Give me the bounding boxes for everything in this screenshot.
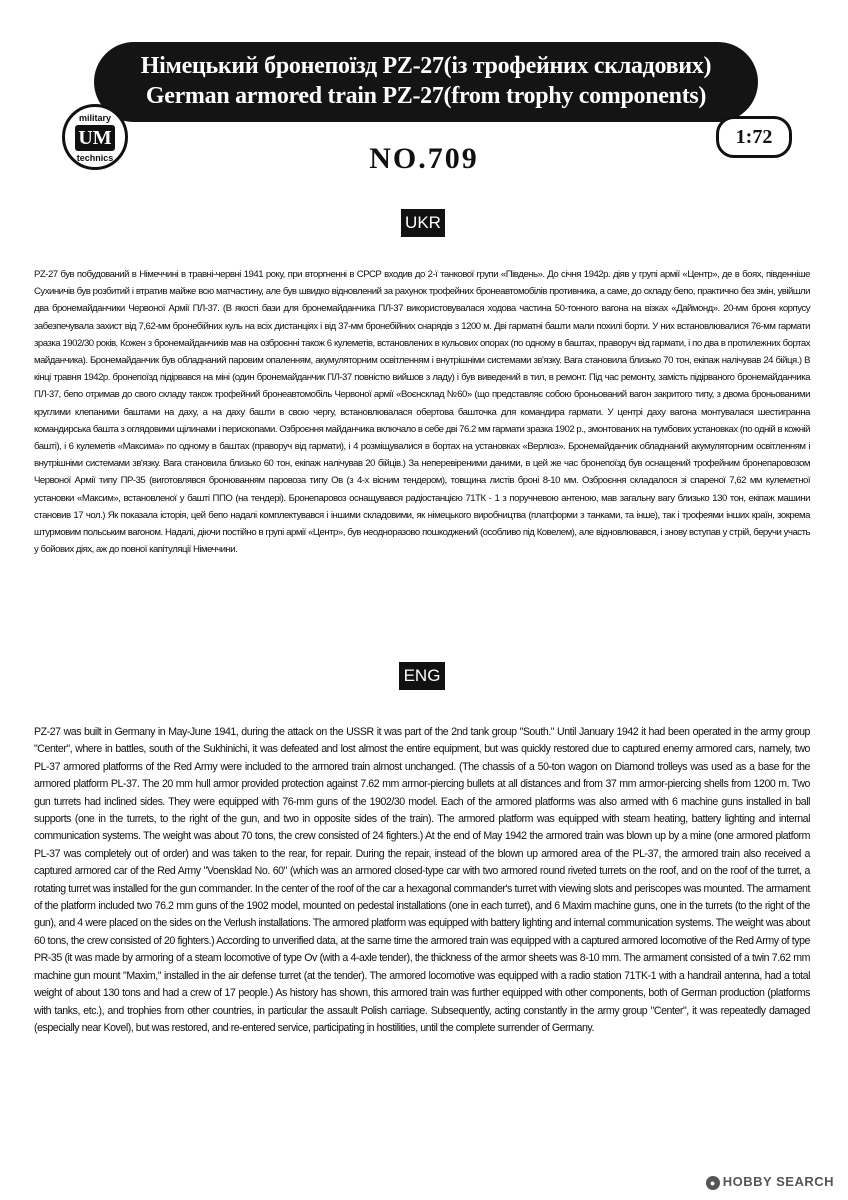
watermark: [706, 1174, 834, 1190]
eng-section-label: ENG: [399, 662, 445, 690]
title-english: German armored train PZ-27(from trophy components): [145, 83, 707, 109]
watermark-text: HOBBY SEARCH: [722, 1174, 834, 1190]
logo-top-text: military: [78, 113, 111, 123]
title-ukrainian: Німецький бронепоїзд PZ-27(із трофейних складових): [140, 53, 712, 79]
hobby-search-icon: ●: [706, 1176, 720, 1190]
scale-badge: 1:72: [716, 116, 792, 158]
english-body-text: PZ-27 was built in Germany in May-June 1941, during the attack on the USSR it was part of the 2nd tank group "South." Until January 1942 it had been operated in the army group "Center", where in battles, south of the Sukhinichi, it was defeated and lost almost the entire equipment, but was quickly restored due to captured enemy armored cars, namely, two PL-37 armored platforms of the Red Army were included to the armored train almost unchanged. (The chassis of a 50-ton wagon on Diamond trolleys was used as a base for the armored platform PL-37. The 20 mm hull armor provided protection against 7.62 mm armor-piercing bullets at all distances and from 37 mm armor-piercing shells from 1200 m. Two gun turrets had inclined sides. They were equipped with 76-mm guns of the 1902/30 model. Each of the armored platforms was also armed with 6 machine guns installed in ball supports (one in the turrets, to the right of the gun, and two in opposite sides of the train). The armored platform was equipped with steam heating, battery lighting and internal communication systems. The weight was about 70 tons, the crew consisted of 24 fighters.) At the end of May 1942 the armored train was blown up by a mine (one armored platform PL-37 was completely out of order) and was taken to the rear, for repair. During the repair, instead of the blown up armored area of the PL-37, the armored train also received a captured armored car of the Red Army "Voensklad No. 60" (which was an armored closed-type car with two armored round riveted turrets on the roof, and on the roof of the turret, a rotating turret was installed for the gun commander. In the center of the roof of the car a hexagonal commander's turret with viewing slots and periscopes was mounted. The armament of the platform included two 76.2 mm guns of the 1902 model, mounted on pedestal installations (one in each turret), and 6 Maxim machine guns, one in the turrets (to the right of the gun), and 4 were placed on the sides on the Verlush installations. The armored platform was equipped with battery lighting and internal communication systems. The weight was about 60 tons, the crew consisted of 20 fighters.) According to unverified data, at the same time the armored train was equipped with a captured armored locomotive of the Red Army of type PR-35 (it was made by armoring of a steam locomotive of type Ov (with a 4-axle tender), the thickness of the armor sheets was 8-10 mm. The armament consisted of a twin 7.62 mm machine gun mount "Maxim," installed in the air defense turret (at the tender). The armored locomotive was equipped with a radio station 71TK-1 with a handrail antenna, had a total weight of about 130 tons and had a crew of 17 people.) As history has shown, this armored train was further equipped with other components, both of German production (platforms with tanks, etc.), and trophies from other countries, in particular the assault Polish carriage. Subsequently, acting constantly in the army group "Center", it was repeatedly damaged (especially near Kovel), but was restored, and re-entered service, participating in hostilities, until the complete surrender of Germany.: [34, 726, 810, 1034]
kit-number: NO.709: [369, 142, 479, 175]
ukr-section-label: UKR: [401, 209, 445, 237]
logo-mark: UM: [75, 125, 115, 151]
title-banner: [94, 42, 758, 122]
ukrainian-body-text: PZ-27 був побудований в Німеччині в травні-червні 1941 року, при вторгненні в СРСР входив до 2-ї танкової групи «Південь». До січня 1942р. діяв у групі армії «Центр», де в боях, південніше Сухиничів був розбитий і втратив майже всю матчастину, але був швидко відновлений за рахунок трофейних бронеавтомобілів противника, а саме, до складу бепо, практично без змін, увійшли два бронемайданчики Червоної Армії ПЛ-37. (В якості бази для бронемайданчика ПЛ-37 використовувалася ходова частина 50-тонного вагона на візках «Даймонд». 20-мм броня корпусу забезпечувала захист від 7,62-мм бронебійних куль на всіх дистанціях і від 37-мм бронебійних снарядів з 1200 м. Дві гарматні башти мали похилі борти. У них встановлювалися 76-мм гармати зразка 1902/30 років. Кожен з бронемайданчиків мав на озброєнні також 6 кулеметів, встановлених в кульових опорах (по одному в баштах, праворуч від гармати, і по два в протилежних бортах майданчика). Бронемайданчик був обладнаний паровим опаленням, акумуляторним освітленням і внутрішніми системами зв'язку. Вага становила близько 70 тон, екіпаж налічував 24 бійця.) В кінці травня 1942р. бронепоїзд підірвався на міні (один бронемайданчик ПЛ-37 повністю вийшов з ладу) і був виведений в тил, в ремонт. Під час ремонту, замість підірваного бронемайданчика ПЛ-37, бепо отримав до свого складу також трофейний бронеавтомобіль Червоної армії «Воєнсклад №60» (що представляє собою броньований вагон закритого типу, з двома броньованими круглими клепаними баштами на даху, а на даху башти в свою чергу, встановлювалася обертова башточка для командира гармати. У центрі даху вагона монтувалася шестигранна командирська башта з оглядовими щілинами і перископами. Озброєння майданчика включало в себе дві 76.2 мм гармати зразка 1902 р., змонтованих на тумбових установках (по одній в кожній башті), і 6 кулеметів «Максима» по одному в баштах (праворуч від гармати), і 4 розміщувалися в бортах на установках «Верлюз». Бронемайданчик обладнаний акумуляторним освітленням і внутрішніми системами зв'язку. Вага становила близько 60 тон, екіпаж налічував 20 бійців.) За неперевіреними даними, в цей же час бронепоїзд був оснащений трофейним бронепаровозом Червоної Армії типу ПР-35 (виготовлявся бронюванням паровоза типу Ов (з 4-х вісним тендером), товщина листів броні 8-10 мм. Озброєння складалося зі спареної 7,62 мм кулеметної установки «Максим», встановленої у башті ППО (на тендері). Бронепаровоз оснащувався радіостанцією 71ТК - 1 з поручневою антеною, мав загальну вагу близько 130 тон, екіпаж машини становив 17 чол.) Як показала історія, цей бепо надалі комплектувався і іншими складовими, як німецького виробництва (платформи з танками, та інше), так і трофеями інших країн, зокрема штурмовим польським вагоном. Надалі, діючи постійно в групі армії «Центр», був неодноразово пошкоджений (особливо під Ковелем), але відновлювався, і знову вступав у стрій, беручи участь у бойових діях, аж до повної капітуляції Німеччини.: [34, 269, 810, 556]
logo-bottom-text: technics: [76, 153, 114, 163]
